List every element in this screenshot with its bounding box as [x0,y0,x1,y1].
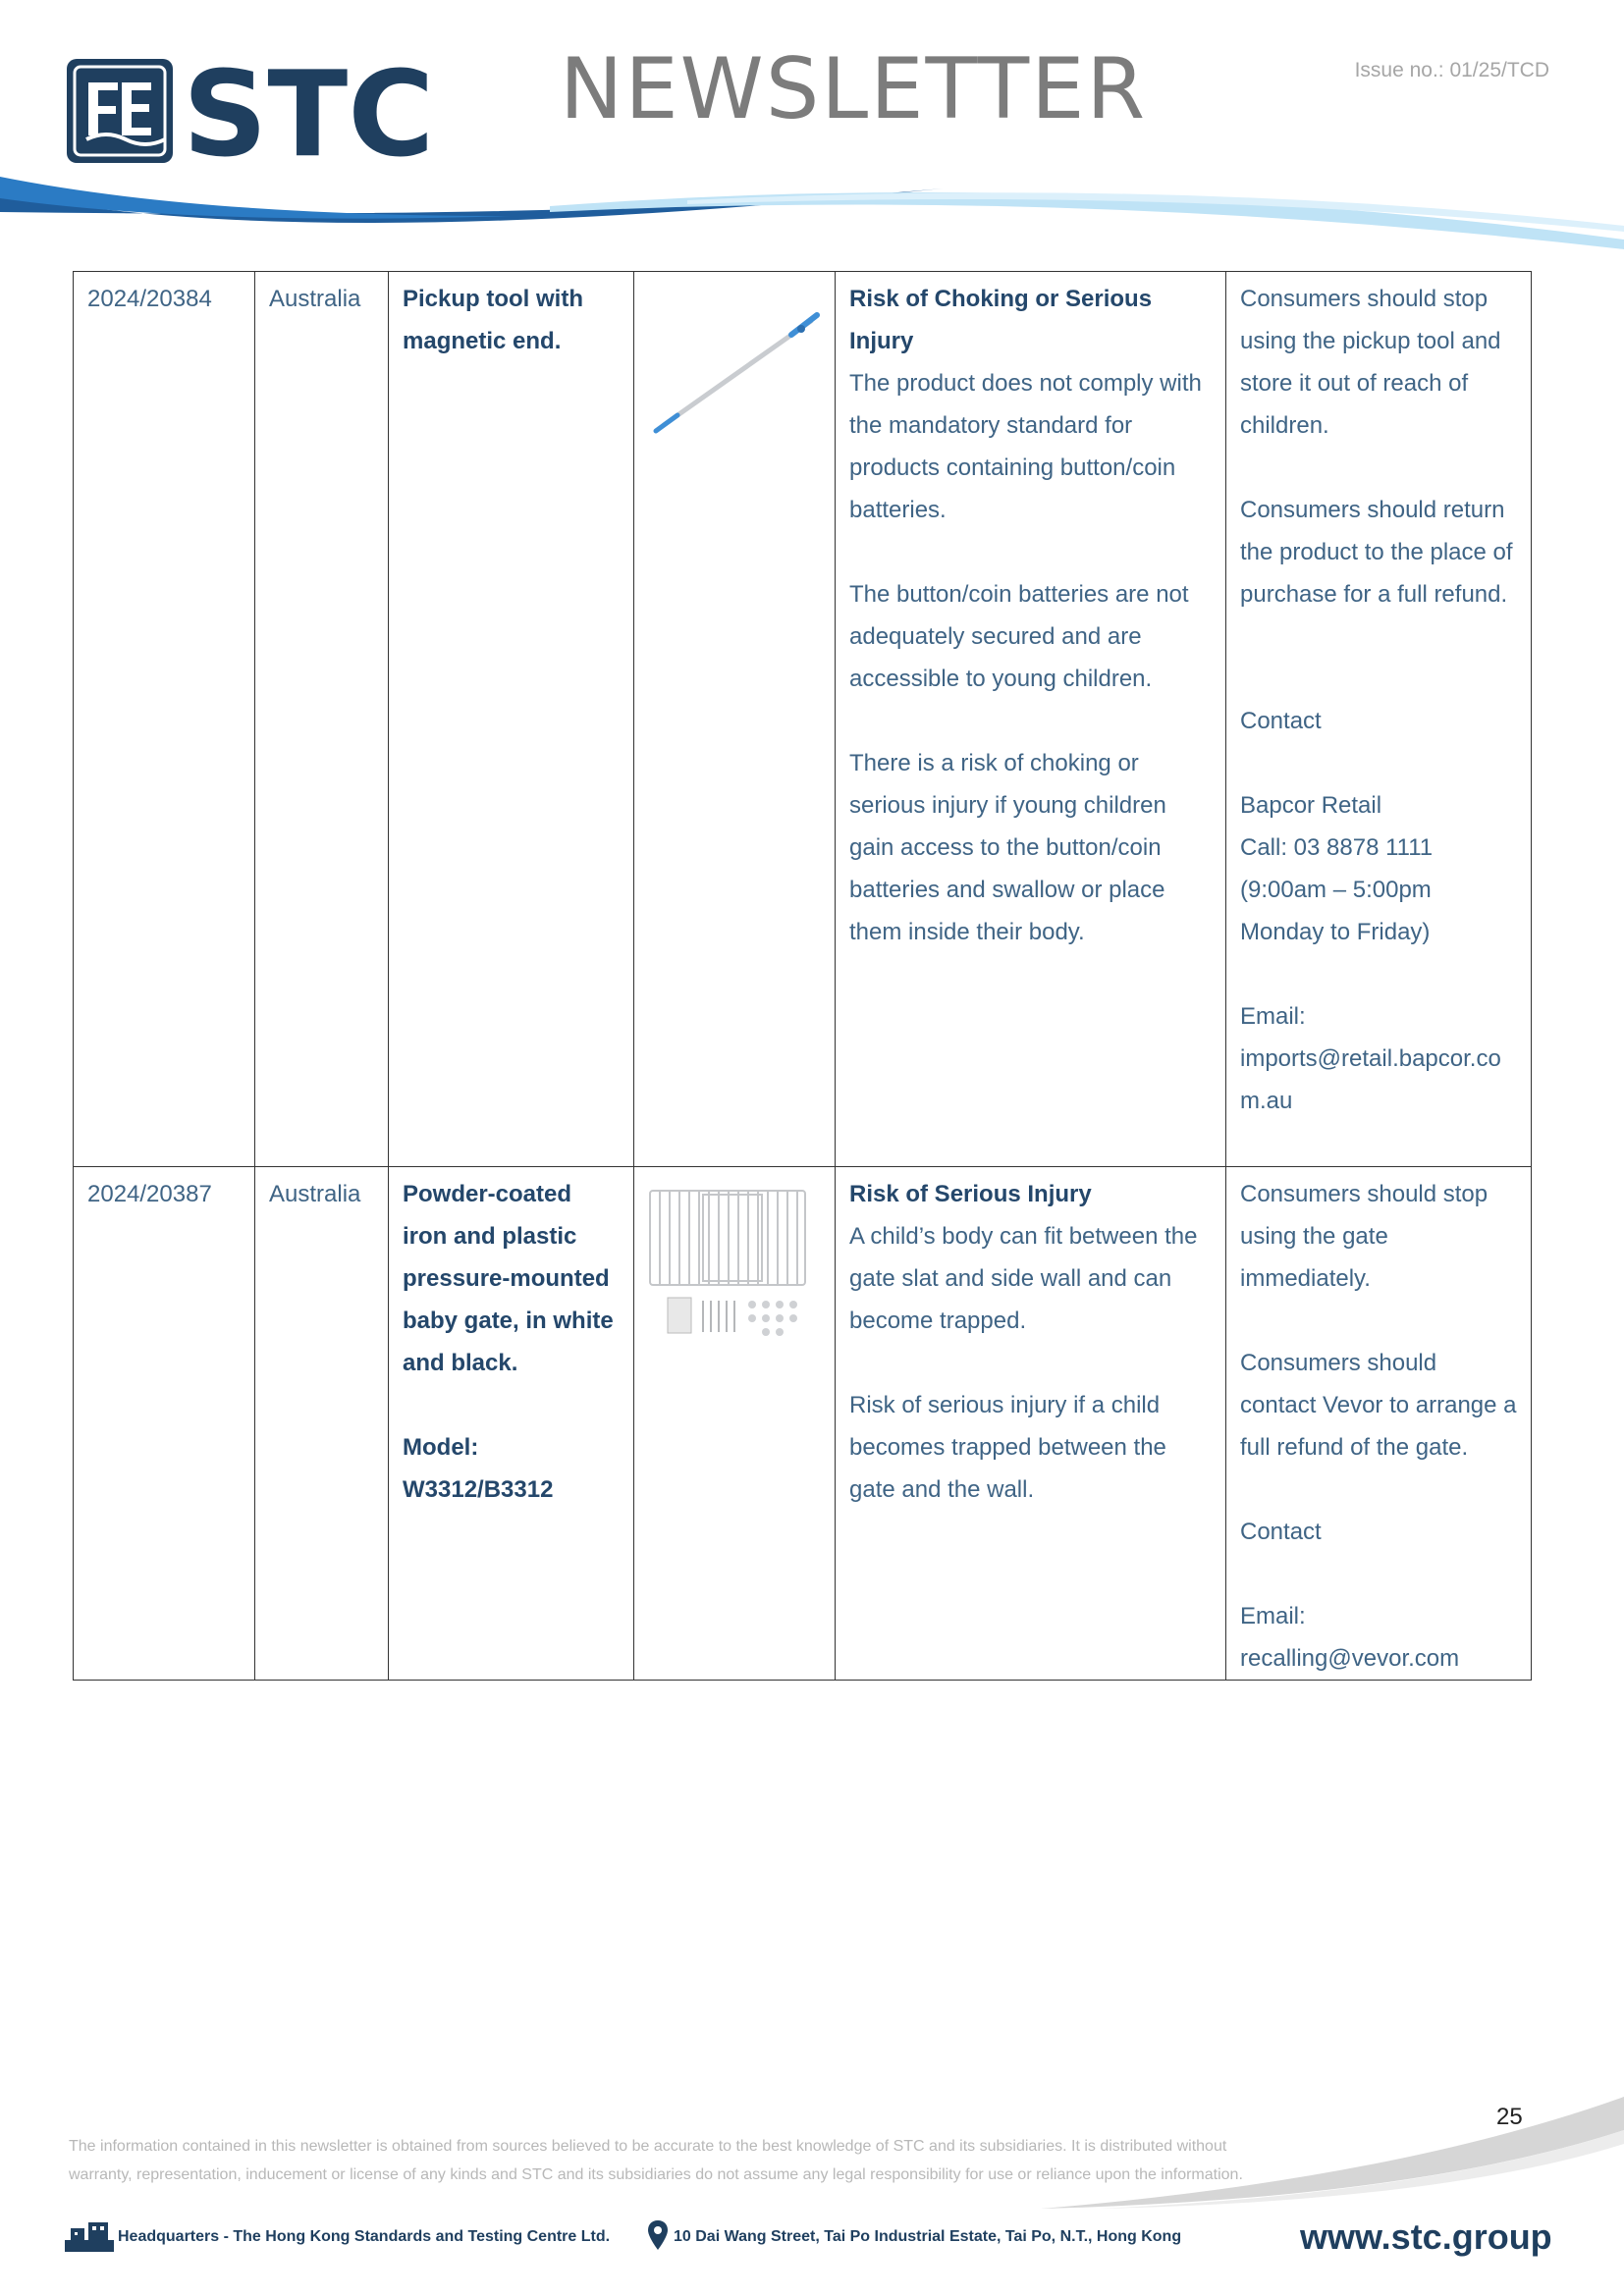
recall-table [73,271,1532,1681]
header-swoosh [0,177,1624,265]
baby-gate-image [644,1185,821,1342]
issue-number: Issue no.: 01/25/TCD [1354,59,1549,81]
recall-id: 2024/20387 [74,1167,255,1681]
stc-logo [67,57,460,165]
newsletter-title: NEWSLETTER [560,40,1148,138]
hazard-title: Risk of Choking or Serious Injury [849,286,1159,354]
remedy-paragraph: Consumers should return the product to the place of purchase for a full refund. [1240,497,1520,608]
disclaimer [69,2132,1316,2189]
hazard-paragraph: The button/coin batteries are not adequately secured and are accessible to young children. [849,581,1196,692]
table-row [74,1167,1532,1681]
product-name: Powder-coated iron and plastic pressure-mounted baby gate, in white and black. [403,1181,621,1376]
recall-country: Australia [255,1167,389,1681]
page-number: 25 [1496,2104,1523,2130]
hazard-paragraph: There is a risk of choking or serious injury if young children gain access to the button/coin batteries and swallow or place them inside their body. [849,750,1173,945]
remedy-paragraph: Consumers should contact Vevor to arrange a full refund of the gate. [1240,1350,1524,1461]
hazard-description [836,1167,1226,1681]
remedy-paragraph: Consumers should stop using the gate immediately. [1240,1181,1494,1292]
table-row [74,272,1532,1167]
headquarters-address: 10 Dai Wang Street, Tai Po Industrial Estate, Tai Po, N.T., Hong Kong [674,2228,1182,2245]
recall-id: 2024/20384 [74,272,255,1167]
disclaimer-line: warranty, representation, inducement or license of any kinds and STC and its subsidiaries do not assume any legal responsibility for use or reliance upon the information. [69,2166,1243,2183]
hazard-paragraph: The product does not comply with the mandatory standard for products containing button/coin batteries. [849,370,1209,523]
location-pin-icon [648,2220,668,2250]
headquarters-name: Headquarters - The Hong Kong Standards and Testing Centre Ltd. [118,2228,611,2245]
remedy-paragraph: Consumers should stop using the pickup tool and store it out of reach of children. [1240,286,1508,439]
website-link[interactable]: www.stc.group [1300,2216,1552,2257]
remedy-contact-label: Contact [1240,708,1322,734]
remedy-contact-email: Email: recalling@vevor.com [1240,1603,1460,1672]
building-icon [65,2220,114,2252]
remedy-contact-email: Email: imports@retail.bapcor.co m.au [1240,1003,1501,1114]
product-image-cell [634,272,836,1167]
footer-contact-bar [65,2216,1557,2260]
remedy-contact-label: Contact [1240,1519,1322,1545]
remedy-contact-details: Bapcor Retail Call: 03 8878 1111 (9:00am – 5:00pm Monday to Friday) [1240,792,1434,945]
product-description: Pickup tool with magnetic end. [389,272,634,1167]
remedy-description [1226,272,1532,1167]
hazard-title: Risk of Serious Injury [849,1181,1092,1207]
recall-country: Australia [255,272,389,1167]
hazard-description [836,272,1226,1167]
pickup-tool-image [644,307,821,435]
remedy-description [1226,1167,1532,1681]
hazard-paragraph: A child’s body can fit between the gate slat and side wall and can become trapped. [849,1223,1205,1334]
svg-text:STC: STC [183,57,435,165]
disclaimer-line: The information contained in this newsletter is obtained from sources believed to be accurate to the best knowledge of STC and its subsidiaries. It is distributed without [69,2138,1227,2155]
product-model: Model: W3312/B3312 [403,1434,554,1503]
product-description [389,1167,634,1681]
product-image-cell [634,1167,836,1681]
hazard-paragraph: Risk of serious injury if a child becomes trapped between the gate and the wall. [849,1392,1173,1503]
